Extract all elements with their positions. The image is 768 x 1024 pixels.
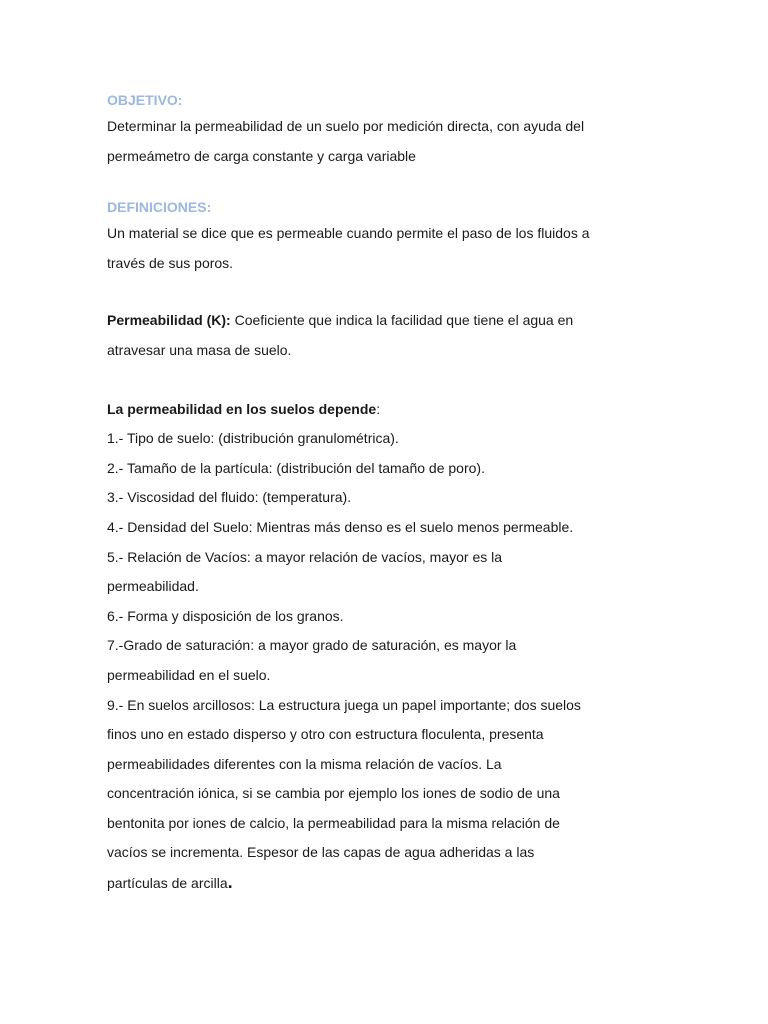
factor-line: 5.- Relación de Vacíos: a mayor relación de vacíos, mayor es la (107, 548, 503, 565)
factor-line: permeabilidad en el suelo. (107, 666, 271, 683)
factor-line: 1.- Tipo de suelo: (distribución granulométrica). (107, 430, 399, 447)
permeabilidad-definition: Coeficiente que indica la facilidad que tiene el agua en (230, 312, 574, 329)
factor-line: permeabilidades diferentes con la misma relación de vacíos. La (107, 755, 502, 772)
factor-line: 4.- Densidad del Suelo: Mientras más denso es el suelo menos permeable. (107, 518, 574, 535)
permeabilidad-term: Permeabilidad (K): (107, 312, 231, 329)
factor-line: permeabilidad. (107, 578, 199, 595)
last-line-text: partículas de arcilla (107, 875, 228, 892)
factor-line: vacíos se incrementa. Espesor de las capas de agua adheridas a las (107, 844, 535, 861)
factor-line: 9.- En suelos arcillosos: La estructura juega un papel importante; dos suelos (107, 696, 581, 713)
definiciones-heading: DEFINICIONES: (107, 199, 212, 216)
document-page (107, 88, 647, 899)
depende-colon: : (376, 400, 381, 417)
objetivo-line-1: Determinar la permeabilidad de un suelo por medición directa, con ayuda del (107, 118, 585, 134)
factor-last-line (107, 868, 647, 899)
definiciones-line-2: través de sus poros. (107, 254, 234, 271)
spacer (107, 278, 647, 306)
depende-title-line (107, 395, 647, 425)
permeabilidad-line-1 (107, 306, 647, 336)
objetivo-heading: OBJETIVO: (107, 92, 183, 108)
factor-line: 3.- Viscosidad del fluido: (temperatura). (107, 489, 352, 506)
factor-line: concentración iónica, si se cambia por ejemplo los iones de sodio de una (107, 785, 560, 802)
factor-line: 6.- Forma y disposición de los granos. (107, 607, 344, 624)
objetivo-line-2: permeámetro de carga constante y carga variable (107, 147, 416, 164)
permeabilidad-line-2: atravesar una masa de suelo. (107, 341, 292, 358)
depende-title: La permeabilidad en los suelos depende (107, 400, 377, 417)
factor-line: 7.-Grado de saturación: a mayor grado de saturación, es mayor la (107, 637, 517, 654)
factor-line: finos uno en estado disperso y otro con estructura floculenta, presenta (107, 726, 544, 743)
factor-line: 2.- Tamaño de la partícula: (distribución del tamaño de poro). (107, 459, 485, 476)
last-line-dot: . (227, 872, 233, 893)
spacer (107, 366, 647, 395)
factor-line: bentonita por iones de calcio, la permeabilidad para la misma relación de (107, 814, 560, 831)
definiciones-line-1: Un material se dice que es permeable cuando permite el paso de los fluidos a (107, 225, 590, 242)
spacer (107, 171, 647, 195)
